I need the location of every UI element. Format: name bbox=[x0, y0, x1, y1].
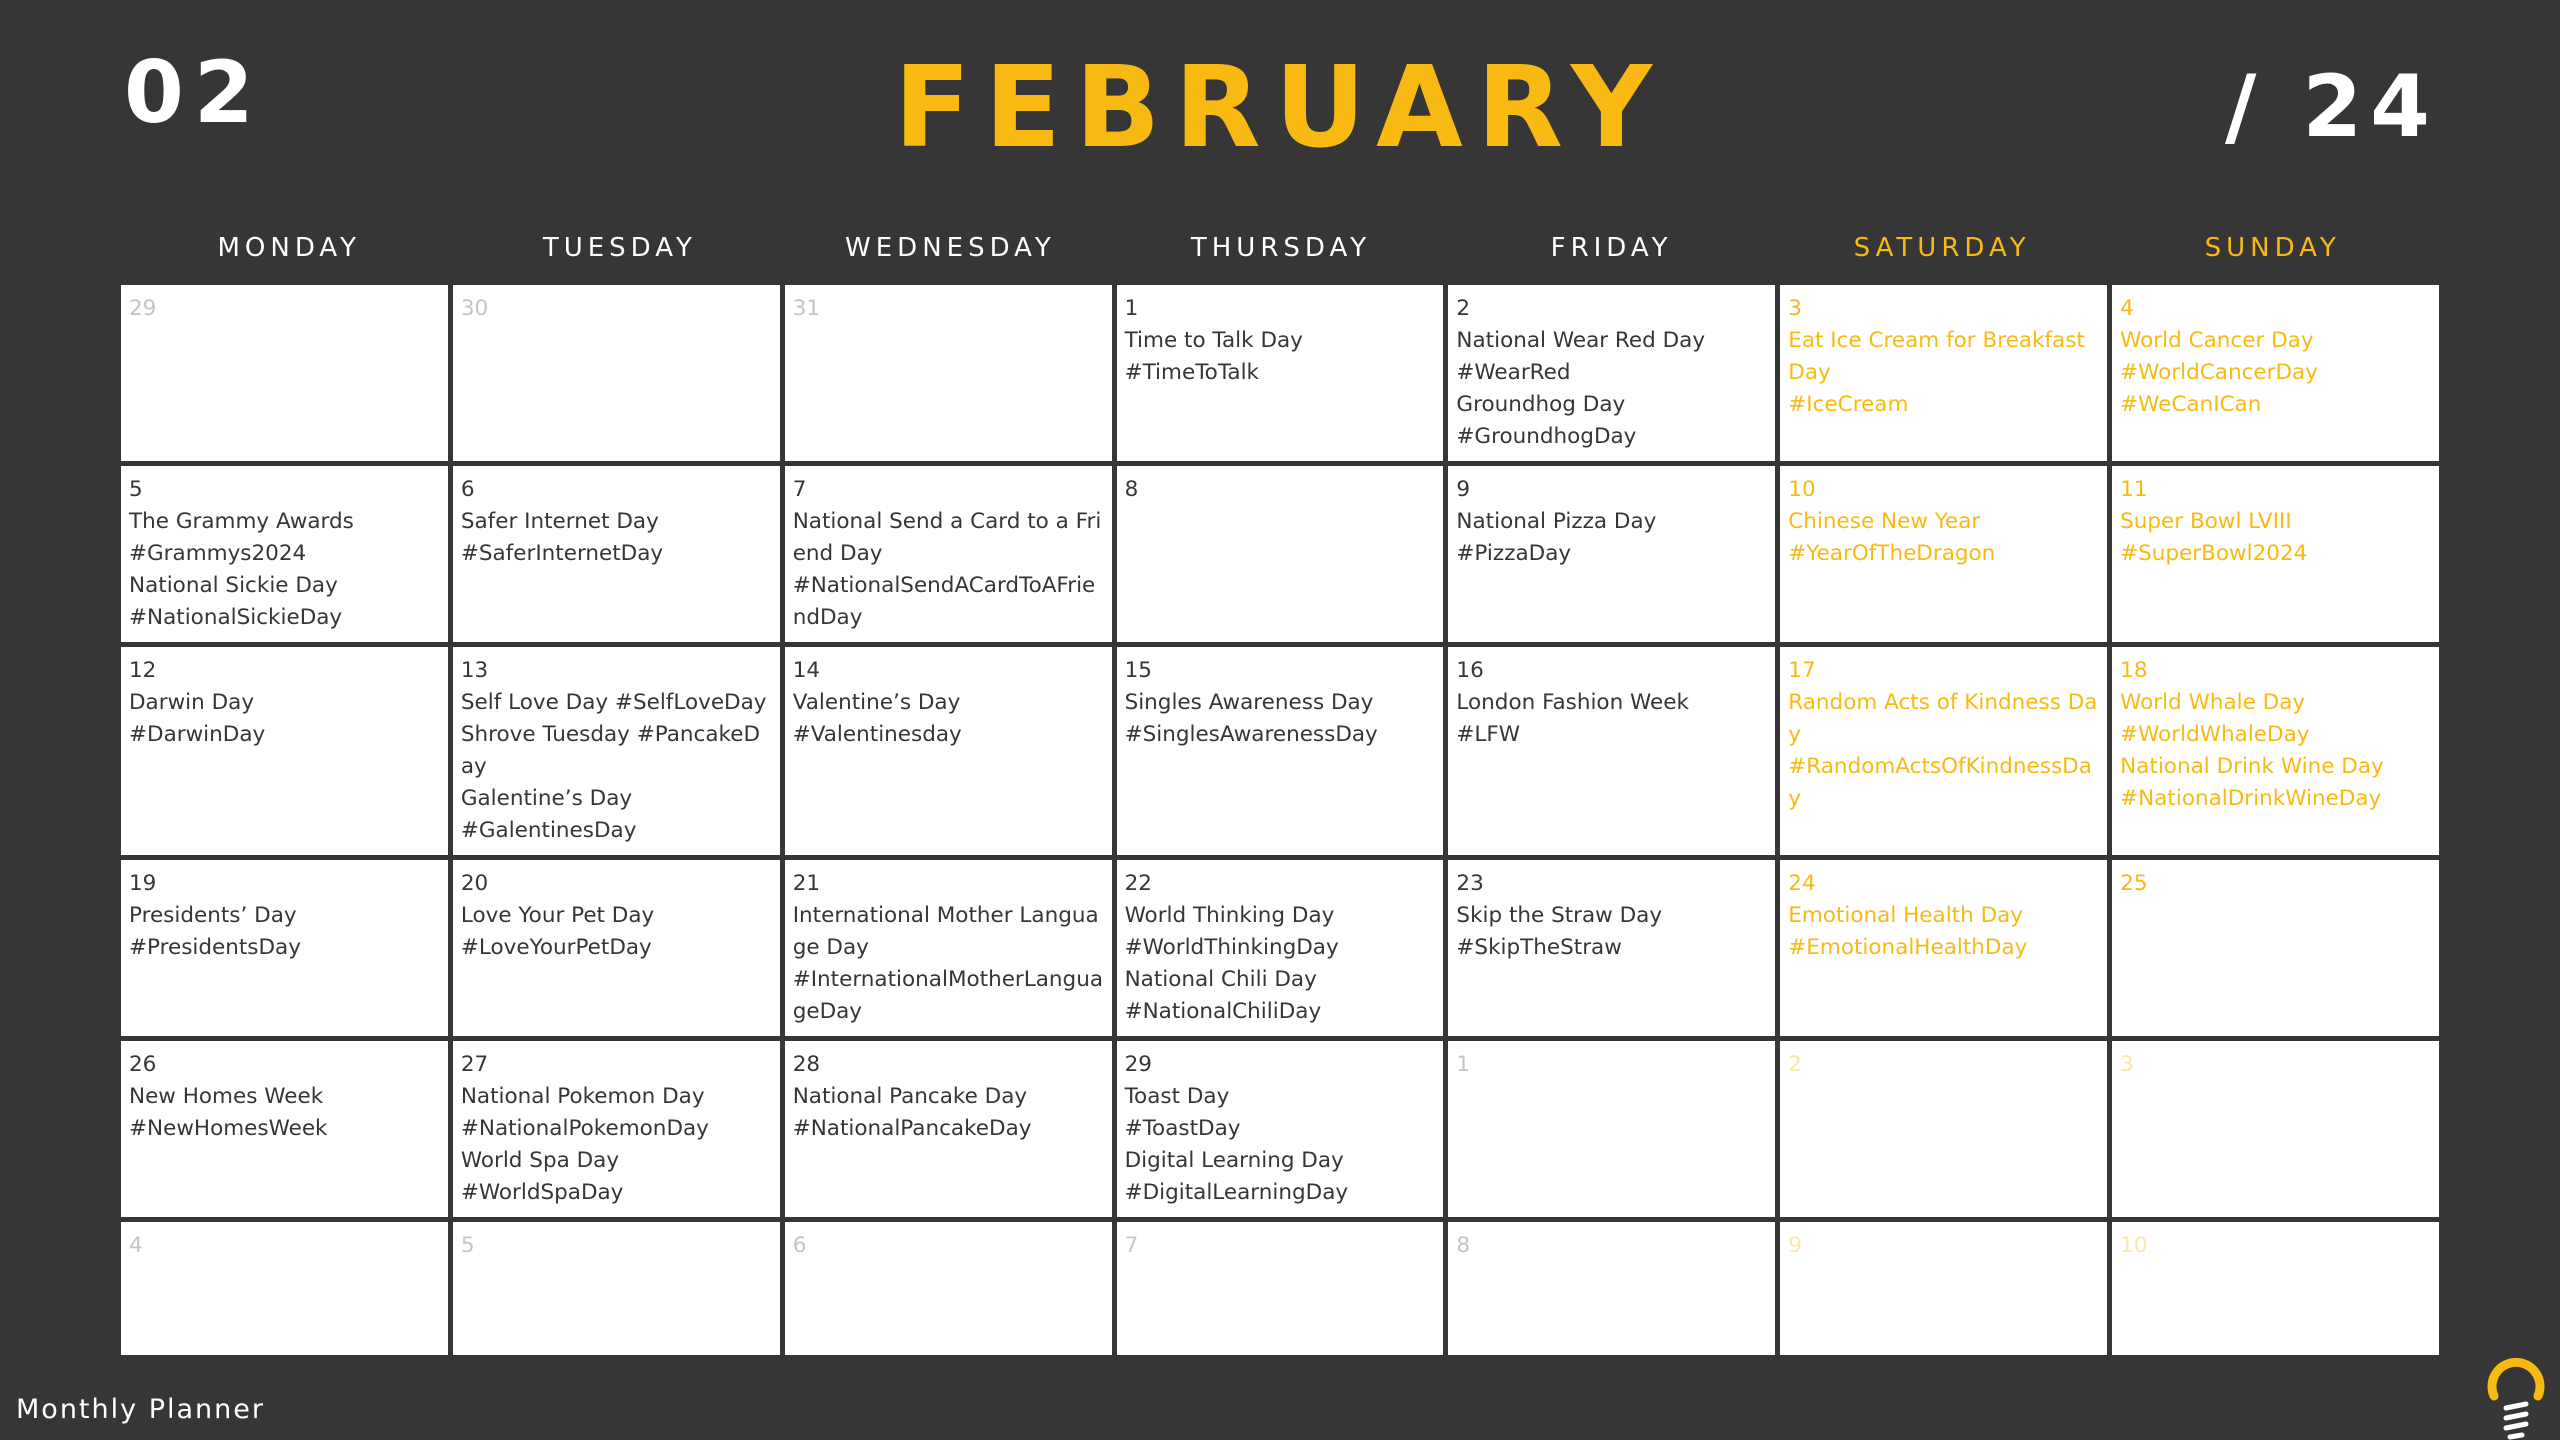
day-number: 20 bbox=[460, 871, 489, 896]
day-number: 9 bbox=[1788, 1233, 1802, 1258]
event-entry: Safer Internet Day bbox=[460, 509, 659, 534]
event-entry: National Pokemon Day bbox=[460, 1084, 705, 1109]
event-entry: #SaferInternetDay bbox=[460, 541, 664, 566]
calendar-day-cell[interactable] bbox=[785, 1222, 1112, 1355]
day-number: 8 bbox=[1456, 1233, 1471, 1258]
event-entry: #WorldCancerDay bbox=[2120, 360, 2318, 385]
calendar-day-cell[interactable] bbox=[453, 466, 780, 642]
calendar-day-cell[interactable] bbox=[121, 1222, 448, 1355]
event-entry: Emotional Health Day bbox=[1788, 903, 2024, 928]
weekday-saturday: SATURDAY bbox=[1853, 233, 2031, 263]
event-entry: Presidents’ Day bbox=[129, 903, 297, 928]
event-entry: #TimeToTalk bbox=[1124, 360, 1260, 385]
event-entry: #WeCanICan bbox=[2120, 392, 2262, 417]
day-number: 10 bbox=[1788, 477, 1816, 502]
calendar-day-cell[interactable] bbox=[2112, 1041, 2439, 1217]
event-entry: National Send a Card to a Friend Day bbox=[792, 509, 1102, 566]
event-entry: Toast Day bbox=[1124, 1084, 1230, 1109]
calendar-day-cell[interactable] bbox=[453, 647, 780, 855]
calendar-day-cell[interactable] bbox=[453, 1041, 780, 1217]
calendar-day-cell[interactable] bbox=[453, 285, 780, 461]
calendar-day-cell[interactable] bbox=[1448, 466, 1775, 642]
day-number: 1 bbox=[1456, 1052, 1471, 1077]
calendar-day-cell[interactable] bbox=[121, 1041, 448, 1217]
calendar-day-cell[interactable] bbox=[1780, 466, 2107, 642]
weekday-friday: FRIDAY bbox=[1550, 233, 1673, 263]
day-number: 31 bbox=[792, 296, 821, 321]
event-entry: Valentine’s Day bbox=[792, 690, 961, 715]
calendar-day-cell[interactable] bbox=[1780, 1222, 2107, 1355]
calendar-day-cell[interactable] bbox=[1448, 1222, 1775, 1355]
event-entry: #WorldSpaDay bbox=[460, 1180, 624, 1205]
day-number: 8 bbox=[1124, 477, 1139, 502]
event-entry: Digital Learning Day bbox=[1124, 1148, 1344, 1173]
day-number: 28 bbox=[792, 1052, 821, 1077]
day-number: 4 bbox=[129, 1233, 143, 1258]
calendar-day-cell[interactable] bbox=[2112, 285, 2439, 461]
event-entry: #ToastDay bbox=[1124, 1116, 1241, 1141]
event-entry: National Pizza Day bbox=[1456, 509, 1657, 534]
event-entry: #InternationalMotherLanguageDay bbox=[792, 967, 1103, 1024]
event-entry: #WorldThinkingDay bbox=[1124, 935, 1339, 960]
event-entry: #NationalSickieDay bbox=[129, 605, 343, 630]
footer-label: Monthly Planner bbox=[16, 1394, 265, 1425]
event-entry: International Mother Language Day bbox=[792, 903, 1099, 960]
calendar-day-cell[interactable] bbox=[1448, 1041, 1775, 1217]
day-number: 23 bbox=[1456, 871, 1484, 896]
year-label: / 24 bbox=[2224, 57, 2438, 157]
day-number: 5 bbox=[129, 477, 143, 502]
event-entry: #EmotionalHealthDay bbox=[1788, 935, 2028, 960]
calendar-day-cell[interactable] bbox=[1780, 1041, 2107, 1217]
event-entry: #IceCream bbox=[1788, 392, 1909, 417]
event-entry: #Grammys2024 bbox=[129, 541, 307, 566]
day-number: 13 bbox=[460, 658, 489, 683]
event-entry: #NewHomesWeek bbox=[129, 1116, 328, 1141]
calendar-day-cell[interactable] bbox=[2112, 647, 2439, 855]
event-entry: #LFW bbox=[1456, 722, 1521, 747]
event-entry: #WearRed bbox=[1456, 360, 1571, 385]
event-entry: #PresidentsDay bbox=[129, 935, 301, 960]
weekday-tuesday: TUESDAY bbox=[542, 233, 697, 263]
event-entry: #SkipTheStraw bbox=[1456, 935, 1622, 960]
event-entry: #NationalDrinkWineDay bbox=[2120, 786, 2382, 811]
day-number: 18 bbox=[2120, 658, 2148, 683]
event-entry: #WorldWhaleDay bbox=[2120, 722, 2310, 747]
event-entry: #Valentinesday bbox=[792, 722, 962, 747]
weekday-thursday: THURSDAY bbox=[1190, 233, 1372, 263]
event-entry: Love Your Pet Day bbox=[460, 903, 655, 928]
day-number: 7 bbox=[792, 477, 807, 502]
event-entry: National Drink Wine Day bbox=[2120, 754, 2384, 779]
event-entry: National Chili Day bbox=[1124, 967, 1317, 992]
calendar-day-cell[interactable] bbox=[1117, 860, 1444, 1036]
event-entry: National Sickie Day bbox=[129, 573, 338, 598]
day-number: 29 bbox=[129, 296, 157, 321]
event-entry: #DarwinDay bbox=[129, 722, 266, 747]
weekday-header-row bbox=[124, 228, 2438, 268]
calendar-day-cell[interactable] bbox=[1780, 860, 2107, 1036]
calendar-day-cell[interactable] bbox=[121, 285, 448, 461]
event-entry: #NationalSendACardToAFriendDay bbox=[792, 573, 1096, 630]
day-number: 2 bbox=[1456, 296, 1471, 321]
event-entry: Darwin Day bbox=[129, 690, 255, 715]
event-entry: National Wear Red Day bbox=[1456, 328, 1706, 353]
day-number: 17 bbox=[1788, 658, 1816, 683]
day-number: 21 bbox=[792, 871, 821, 896]
event-entry: World Whale Day bbox=[2120, 690, 2306, 715]
event-entry: #YearOfTheDragon bbox=[1788, 541, 1996, 566]
calendar-day-cell[interactable] bbox=[785, 285, 1112, 461]
event-entry: Groundhog Day bbox=[1456, 392, 1626, 417]
day-number: 6 bbox=[460, 477, 475, 502]
day-number: 3 bbox=[2120, 1052, 2134, 1077]
event-entry: World Thinking Day bbox=[1124, 903, 1335, 928]
calendar-day-cell[interactable] bbox=[1448, 860, 1775, 1036]
calendar-day-cell[interactable] bbox=[2112, 860, 2439, 1036]
lightbulb-logo-icon bbox=[2484, 1356, 2548, 1440]
event-entry: Self Love Day #SelfLoveDay bbox=[460, 690, 767, 715]
day-number: 16 bbox=[1456, 658, 1484, 683]
calendar-day-cell[interactable] bbox=[785, 1041, 1112, 1217]
day-number: 29 bbox=[1124, 1052, 1152, 1077]
calendar-day-cell[interactable] bbox=[1117, 647, 1444, 855]
calendar-day-cell[interactable] bbox=[121, 466, 448, 642]
calendar-day-cell[interactable] bbox=[785, 466, 1112, 642]
event-entry: National Pancake Day bbox=[792, 1084, 1028, 1109]
day-number: 15 bbox=[1124, 658, 1152, 683]
event-entry: World Spa Day bbox=[460, 1148, 620, 1173]
event-entry: Super Bowl LVIII bbox=[2120, 509, 2292, 534]
day-number: 7 bbox=[1124, 1233, 1139, 1258]
day-number: 3 bbox=[1788, 296, 1802, 321]
day-number: 24 bbox=[1788, 871, 1816, 896]
event-entry: #SuperBowl2024 bbox=[2120, 541, 2308, 566]
calendar-day-cell[interactable] bbox=[2112, 466, 2439, 642]
day-number: 12 bbox=[129, 658, 157, 683]
day-number: 14 bbox=[792, 658, 821, 683]
day-number: 22 bbox=[1124, 871, 1152, 896]
event-entry: #DigitalLearningDay bbox=[1124, 1180, 1349, 1205]
event-entry: Chinese New Year bbox=[1788, 509, 1981, 534]
event-entry: #RandomActsOfKindnessDay bbox=[1788, 754, 2092, 811]
calendar-day-cell[interactable] bbox=[1448, 647, 1775, 855]
event-entry: Shrove Tuesday #PancakeDay bbox=[460, 722, 761, 779]
event-entry: Eat Ice Cream for Breakfast Day bbox=[1788, 328, 2085, 385]
calendar-day-cell[interactable] bbox=[785, 647, 1112, 855]
day-number: 26 bbox=[129, 1052, 157, 1077]
calendar-day-cell[interactable] bbox=[1117, 466, 1444, 642]
event-entry: Random Acts of Kindness Day bbox=[1788, 690, 2098, 747]
calendar-day-cell[interactable] bbox=[1117, 1222, 1444, 1355]
calendar-grid bbox=[121, 285, 2439, 1355]
event-entry: New Homes Week bbox=[129, 1084, 324, 1109]
calendar-day-cell[interactable] bbox=[121, 647, 448, 855]
event-entry: #NationalChiliDay bbox=[1124, 999, 1322, 1024]
event-entry: Time to Talk Day bbox=[1124, 328, 1303, 353]
calendar-day-cell[interactable] bbox=[121, 860, 448, 1036]
day-number: 5 bbox=[460, 1233, 475, 1258]
month-title: FEBRUARY bbox=[893, 43, 1667, 173]
event-entry: Singles Awareness Day bbox=[1124, 690, 1374, 715]
event-entry: #GroundhogDay bbox=[1456, 424, 1637, 449]
event-entry: The Grammy Awards bbox=[129, 509, 354, 534]
calendar-day-cell[interactable] bbox=[453, 1222, 780, 1355]
day-number: 30 bbox=[460, 296, 489, 321]
day-number: 4 bbox=[2120, 296, 2134, 321]
day-number: 10 bbox=[2120, 1233, 2148, 1258]
day-number: 25 bbox=[2120, 871, 2148, 896]
calendar-day-cell[interactable] bbox=[2112, 1222, 2439, 1355]
calendar-day-cell[interactable] bbox=[453, 860, 780, 1036]
event-entry: Skip the Straw Day bbox=[1456, 903, 1663, 928]
weekday-monday: MONDAY bbox=[217, 233, 362, 263]
weekday-wednesday: WEDNESDAY bbox=[845, 233, 1056, 263]
calendar-day-cell[interactable] bbox=[1117, 1041, 1444, 1217]
day-number: 1 bbox=[1124, 296, 1139, 321]
calendar-day-cell[interactable] bbox=[1117, 285, 1444, 461]
event-entry: Galentine’s Day bbox=[460, 786, 633, 811]
day-number: 27 bbox=[460, 1052, 489, 1077]
event-entry: World Cancer Day bbox=[2120, 328, 2314, 353]
event-entry: #SinglesAwarenessDay bbox=[1124, 722, 1378, 747]
calendar-day-cell[interactable] bbox=[1448, 285, 1775, 461]
day-number: 9 bbox=[1456, 477, 1471, 502]
calendar-day-cell[interactable] bbox=[785, 860, 1112, 1036]
day-number: 2 bbox=[1788, 1052, 1802, 1077]
event-entry: #PizzaDay bbox=[1456, 541, 1572, 566]
event-entry: #GalentinesDay bbox=[460, 818, 637, 843]
day-number: 19 bbox=[129, 871, 157, 896]
day-number: 6 bbox=[792, 1233, 807, 1258]
weekday-sunday: SUNDAY bbox=[2204, 233, 2341, 263]
event-entry: #NationalPancakeDay bbox=[792, 1116, 1032, 1141]
event-entry: London Fashion Week bbox=[1456, 690, 1689, 715]
event-entry: #LoveYourPetDay bbox=[460, 935, 652, 960]
month-number: 02 bbox=[124, 43, 264, 143]
calendar-day-cell[interactable] bbox=[1780, 285, 2107, 461]
day-number: 11 bbox=[2120, 477, 2148, 502]
calendar-day-cell[interactable] bbox=[1780, 647, 2107, 855]
event-entry: #NationalPokemonDay bbox=[460, 1116, 709, 1141]
